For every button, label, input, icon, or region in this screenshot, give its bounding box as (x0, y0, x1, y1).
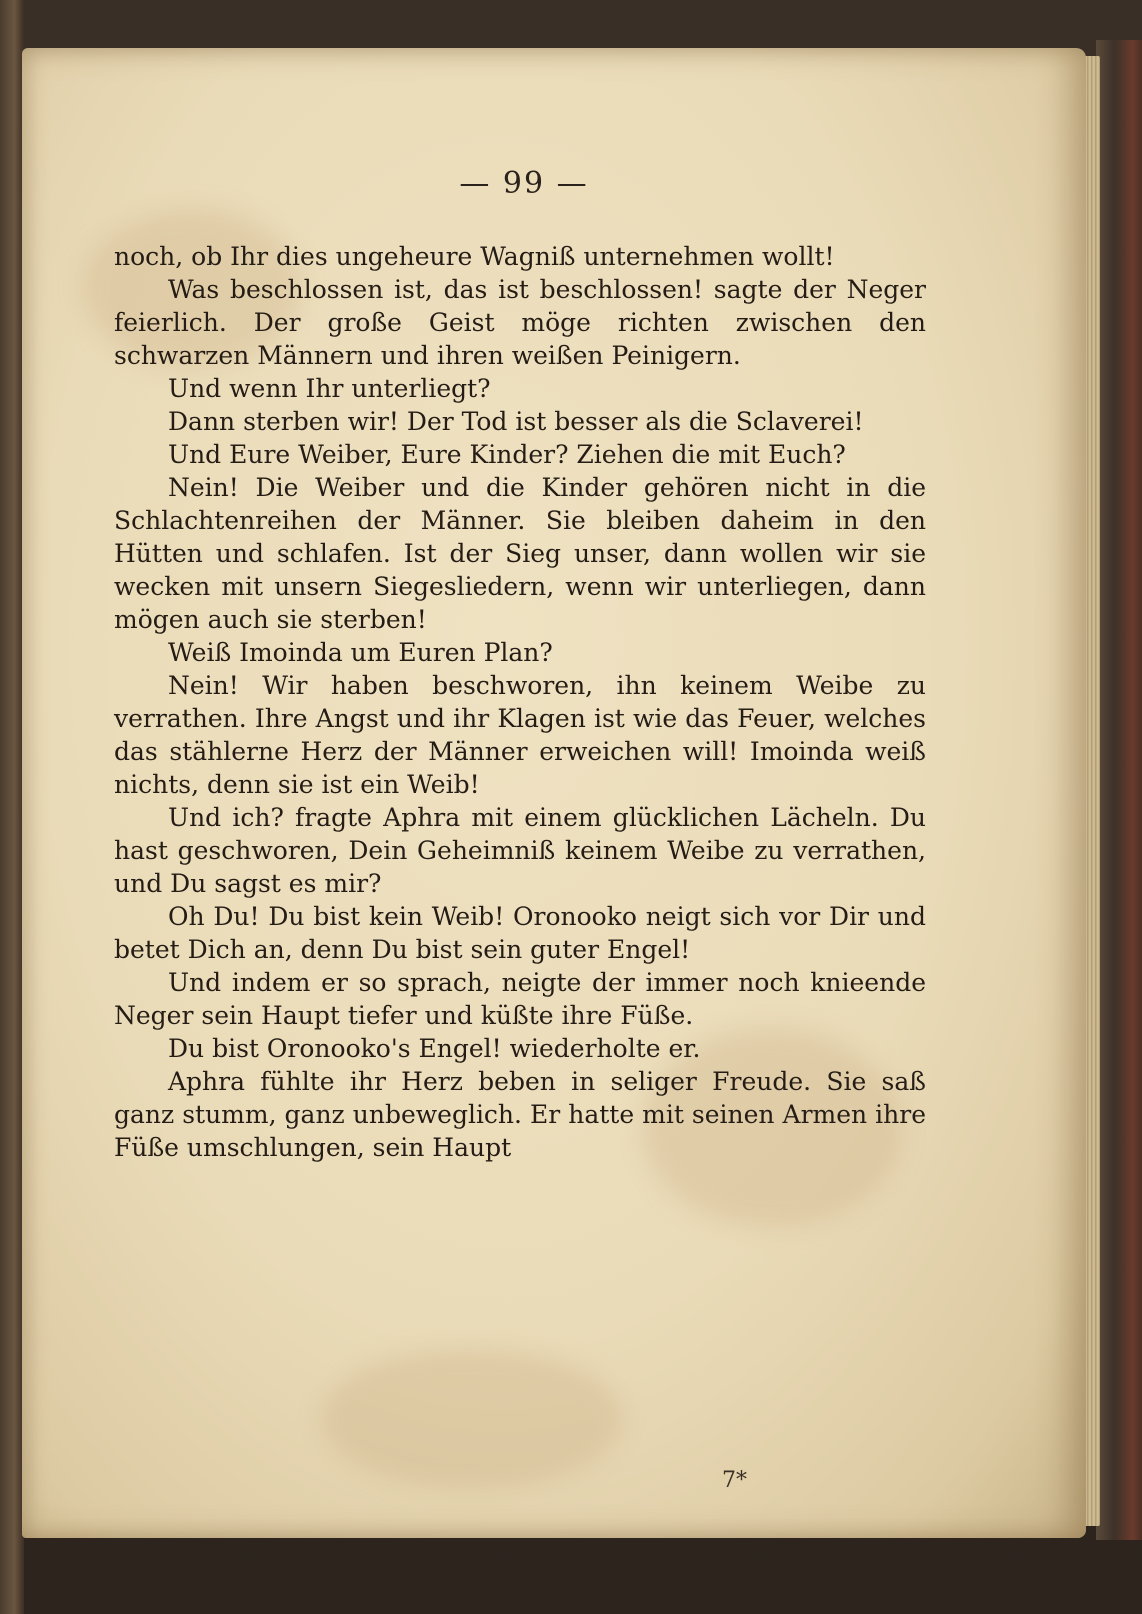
paragraph: Dann sterben wir! Der Tod ist besser als die Sclaverei! (168, 407, 864, 436)
book-cover-left-edge (0, 0, 24, 1614)
paragraph: Und indem er so sprach, neigte der immer noch knieende Neger sein Haupt tiefer und küßte ihre Füße. (114, 968, 926, 1030)
book-page (22, 48, 1086, 1538)
paragraph: Du bist Oronooko's Engel! wiederholte er. (168, 1034, 701, 1063)
paragraph: Weiß Imoinda um Euren Plan? (168, 638, 553, 667)
paragraph: Nein! Wir haben beschworen, ihn keinem Weibe zu verrathen. Ihre Angst und ihr Klagen ist wie das Feuer, welches das stählerne Herz der Männer erweichen will! Imoinda weiß nichts, denn sie ist ein Weib! (114, 671, 926, 799)
page-number: — 99 — (459, 166, 589, 201)
book-cover-right-edge (1096, 40, 1142, 1540)
paragraph: Und wenn Ihr unterliegt? (168, 374, 491, 403)
paragraph: Und ich? fragte Aphra mit einem glücklichen Lächeln. Du hast geschworen, Dein Geheimniß keinem Weibe zu verrathen, und Du sagst es mir? (114, 803, 926, 898)
paragraph: Und Eure Weiber, Eure Kinder? Ziehen die mit Euch? (168, 440, 846, 469)
page-body-text (114, 240, 926, 1164)
paragraph: Nein! Die Weiber und die Kinder gehören nicht in die Schlachtenreihen der Männer. Sie bleiben daheim in den Hütten und schlafen. Ist der Sieg unser, dann wollen wir sie wecken mit unsern Siegesliedern, wenn wir unterliegen, dann mögen auch sie sterben! (114, 473, 926, 634)
paragraph: Aphra fühlte ihr Herz beben in seliger Freude. Sie saß ganz stumm, ganz unbeweglich. Er hatte mit seinen Armen ihre Füße umschlungen, sein Haupt (114, 1067, 926, 1162)
paper-stain (322, 1348, 622, 1488)
printer-signature-mark: 7* (722, 1468, 747, 1493)
paragraph: noch, ob Ihr dies ungeheure Wagniß unternehmen wollt! (114, 242, 835, 271)
paragraph: Oh Du! Du bist kein Weib! Oronooko neigt sich vor Dir und betet Dich an, denn Du bist sein guter Engel! (114, 902, 926, 964)
paragraph: Was beschlossen ist, das ist beschlossen! sagte der Neger feierlich. Der große Geist möge richten zwischen den schwarzen Männern und ihren weißen Peinigern. (114, 275, 926, 370)
